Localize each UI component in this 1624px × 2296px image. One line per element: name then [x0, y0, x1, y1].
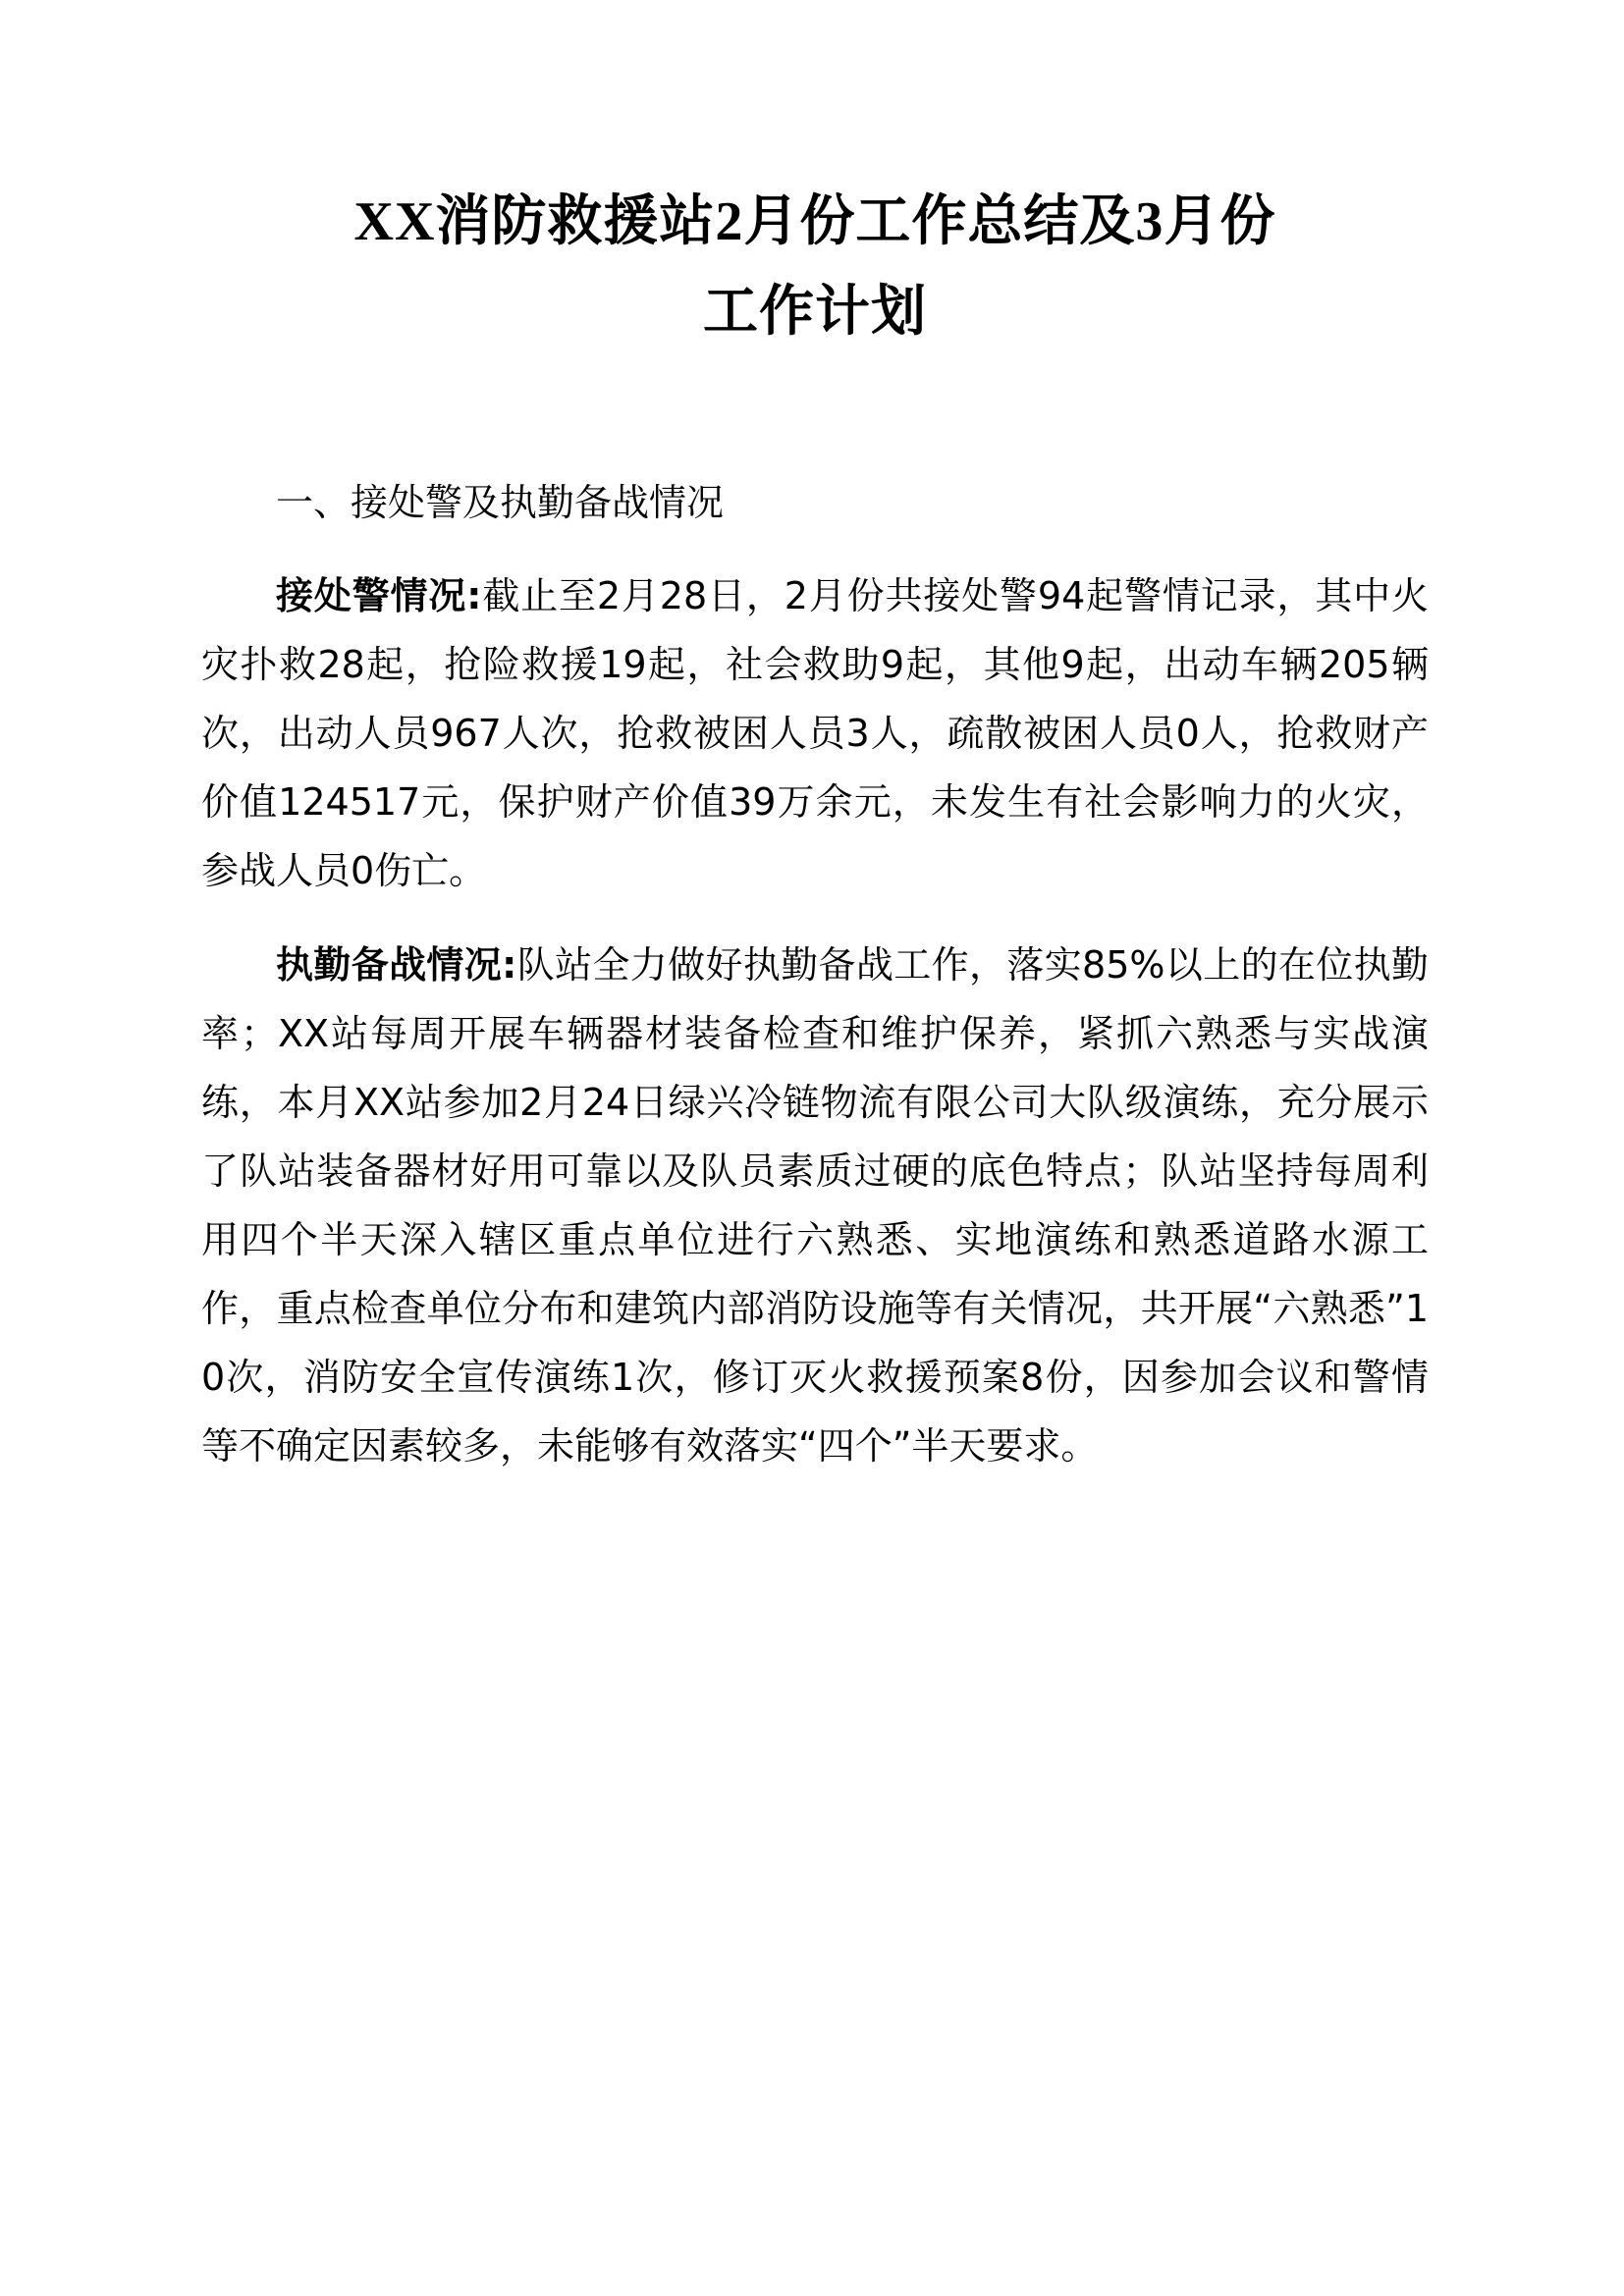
- paragraph-lead-dispatch-situation: 接处警情况:: [276, 574, 482, 617]
- paragraph-lead-duty-readiness: 执勤备战情况:: [276, 943, 517, 987]
- document-content: [201, 0, 1429, 1480]
- section-heading-1: 一、接处警及执勤备战情况: [276, 481, 725, 524]
- paragraph-body-dispatch-situation: 截止至2月28日，2月份共接处警94起警情记录，其中火灾扑救28起，抢险救援19起，社会救助9起，其他9起，出动车辆205辆次，出动人员967人次，抢救被困人员3人，疏散被困人员0人，抢救财产价值124517元，保护财产价值39万余元，未发生有社会影响力的火灾，参战人员0伤亡。: [201, 574, 1429, 892]
- page-title-line-2: 工作计划: [703, 282, 927, 343]
- paragraph-duty-readiness: [201, 905, 1429, 1480]
- paragraph-dispatch-situation: [201, 532, 1429, 905]
- paragraph-body-duty-readiness: 队站全力做好执勤备战工作，落实85%以上的在位执勤率；XX站每周开展车辆器材装备检查和维护保养，紧抓六熟悉与实战演练，本月XX站参加2月24日绿兴冷链物流有限公司大队级演练，充分展示了队站装备器材好用可靠以及队员素质过硬的底色特点；队站坚持每周利用四个半天深入辖区重点单位进行六熟悉、实地演练和熟悉道路水源工作，重点检查单位分布和建筑内部消防设施等有关情况，共开展“六熟悉”10次，消防安全宣传演练1次，修订灭火救援预案8份，因参加会议和警情等不确定因素较多，未能够有效落实“四个”半天要求。: [201, 943, 1429, 1468]
- page-title: [201, 0, 1429, 355]
- page-title-line-1: XX消防救援站2月份工作总结及3月份: [353, 191, 1276, 252]
